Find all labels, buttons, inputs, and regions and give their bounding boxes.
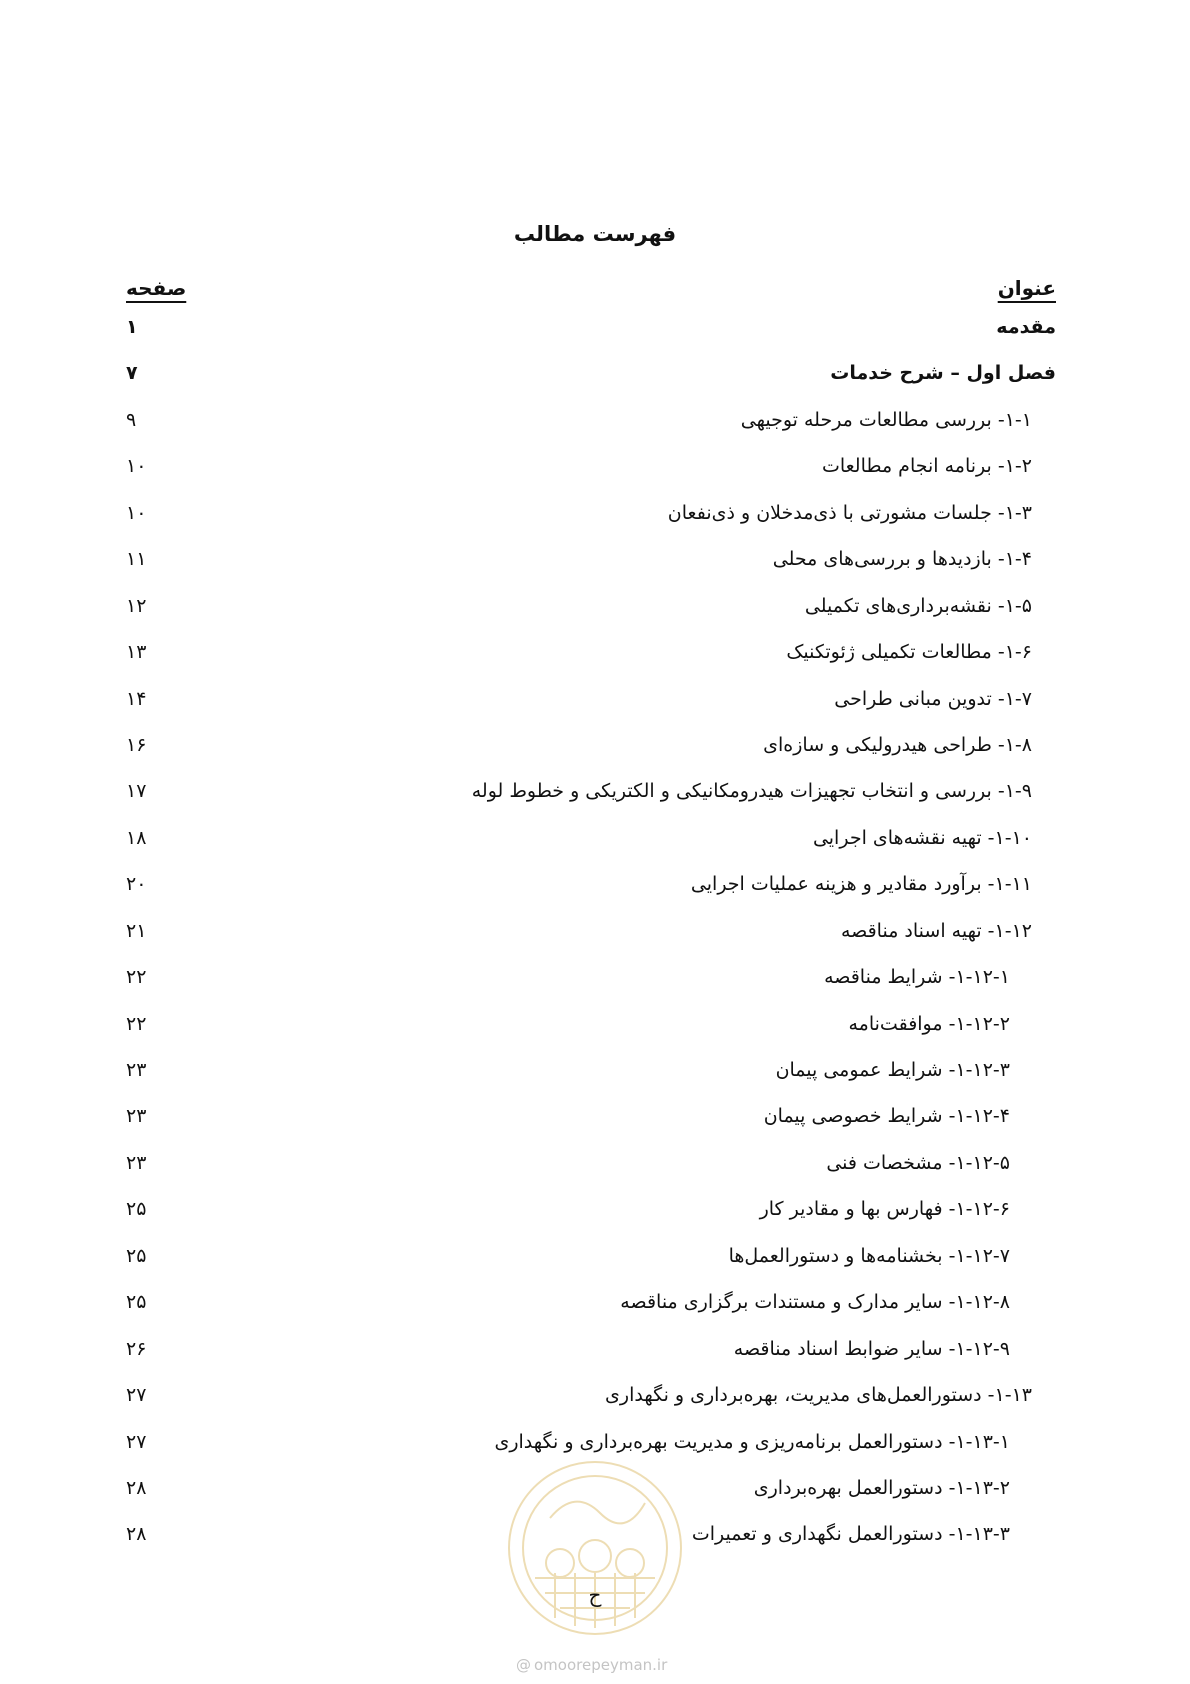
toc-entry-page: ۲۷ — [126, 1384, 147, 1407]
toc-entry-title: ۱-۱۲-۸- سایر مدارک و مستندات برگزاری مناقصه — [620, 1291, 1010, 1314]
toc-entry-title: ۱-۱۲-۲- موافقت‌نامه — [848, 1012, 1010, 1035]
toc-entry — [0, 1239, 1190, 1285]
toc-entry — [0, 542, 1190, 588]
toc-entry-page: ۱۳ — [126, 641, 147, 664]
toc-entry-page: ۱۲ — [126, 594, 147, 617]
toc-entry — [0, 1099, 1190, 1145]
column-header-page: صفحه — [126, 276, 187, 300]
toc-entry-page: ۷ — [126, 362, 138, 385]
toc-entry-page: ۲۸ — [126, 1523, 147, 1546]
toc-entry-title: ۱-۱۰- تهیه نقشه‌های اجرایی — [812, 826, 1032, 849]
toc-entry-page: ۲۶ — [126, 1337, 147, 1360]
toc-entry-title: ۱-۸- طراحی هیدرولیکی و سازه‌ای — [763, 733, 1032, 756]
toc-entry-title: ۱-۱۳-۲- دستورالعمل بهره‌برداری — [753, 1476, 1010, 1499]
toc-title: فهرست مطالب — [513, 222, 677, 246]
toc-entry — [0, 867, 1190, 913]
toc-entry — [0, 496, 1190, 542]
toc-entry — [0, 821, 1190, 867]
toc-entry — [0, 960, 1190, 1006]
toc-entry-page: ۲۱ — [126, 919, 147, 942]
toc-entry-page: ۲۳ — [126, 1151, 147, 1174]
page-number: ح — [588, 1583, 602, 1607]
toc-entry-page: ۱۴ — [126, 687, 147, 710]
watermark-seal-logo — [505, 1458, 685, 1638]
toc-entry-page: ۲۲ — [126, 966, 147, 989]
toc-entry-title: ۱-۱۲-۴- شرایط خصوصی پیمان — [763, 1105, 1010, 1128]
toc-entry-page: ۱۸ — [126, 826, 147, 849]
toc-entry — [0, 1332, 1190, 1378]
watermark-site-text: omoorepeyman.ir — [534, 1656, 668, 1674]
toc-entry-title: ۱-۹- بررسی و انتخاب تجهیزات هیدرومکانیکی و الکتریکی و خطوط لوله — [471, 780, 1032, 803]
toc-entry-page: ۲۳ — [126, 1105, 147, 1128]
toc-entry — [0, 1007, 1190, 1053]
toc-entry — [0, 449, 1190, 495]
column-header-title: عنوان — [997, 276, 1056, 300]
toc-entry — [0, 310, 1190, 356]
toc-entry-page: ۱ — [126, 316, 138, 338]
toc-entry — [0, 774, 1190, 820]
toc-entry — [0, 1378, 1190, 1424]
toc-entry-page: ۱۰ — [126, 501, 147, 524]
toc-entry-title: ۱-۵- نقشه‌برداری‌های تکمیلی — [804, 594, 1032, 617]
toc-entry-page: ۲۵ — [126, 1291, 147, 1314]
toc-entry-title: ۱-۳- جلسات مشورتی با ذی‌مدخلان و ذی‌نفعان — [667, 501, 1032, 524]
toc-entry-title: ۱-۱۲- تهیه اسناد مناقصه — [840, 919, 1032, 942]
toc-entry-page: ۲۸ — [126, 1476, 147, 1499]
toc-entry — [0, 1285, 1190, 1331]
toc-entry — [0, 403, 1190, 449]
toc-entry-title: ۱-۱۳-۳- دستورالعمل نگهداری و تعمیرات — [691, 1523, 1010, 1546]
toc-entry — [0, 682, 1190, 728]
toc-entry-page: ۲۰ — [126, 873, 147, 896]
toc-entry-title: ۱-۱۲-۷- بخشنامه‌ها و دستورالعمل‌ها — [728, 1244, 1010, 1267]
toc-entry-page: ۱۷ — [126, 780, 147, 803]
toc-entry-title: ۱-۱۳- دستورالعمل‌های مدیریت، بهره‌برداری و نگهداری — [605, 1384, 1032, 1407]
toc-entry-page: ۲۳ — [126, 1059, 147, 1081]
toc-entry-page: ۲۵ — [126, 1198, 147, 1221]
toc-entry-page: ۱۶ — [126, 733, 147, 756]
toc-entry-page: ۲۵ — [126, 1244, 147, 1267]
toc-entry — [0, 635, 1190, 681]
toc-entry-title: ۱-۱- بررسی مطالعات مرحله توجیهی — [740, 408, 1032, 431]
toc-entry-page: ۹ — [126, 408, 137, 431]
toc-entry-title: ۱-۷- تدوین مبانی طراحی — [834, 687, 1032, 710]
toc-entry-title: مقدمه — [996, 316, 1056, 338]
toc-entry-page: ۱۰ — [126, 455, 147, 478]
toc-entry-title: ۱-۱۲-۶- فهارس بها و مقادیر کار — [759, 1198, 1010, 1221]
watermark-url — [516, 1656, 667, 1674]
toc-entry-page: ۲۷ — [126, 1430, 147, 1453]
toc-entry-page: ۱۱ — [126, 548, 147, 571]
toc-entry — [0, 1192, 1190, 1238]
toc-entry-title: ۱-۱۳-۱- دستورالعمل برنامه‌ریزی و مدیریت بهره‌برداری و نگهداری — [494, 1430, 1010, 1453]
at-icon: @ — [516, 1656, 531, 1674]
toc-entry-title: ۱-۶- مطالعات تکمیلی ژئوتکنیک — [786, 641, 1032, 664]
toc-entry — [0, 589, 1190, 635]
toc-entry — [0, 914, 1190, 960]
toc-entry — [0, 728, 1190, 774]
toc-entry-title: ۱-۱۱- برآورد مقادیر و هزینه عملیات اجرایی — [690, 873, 1032, 896]
toc-entry-title: ۱-۴- بازدیدها و بررسی‌های محلی — [772, 548, 1032, 571]
toc-entry-title: ۱-۱۲-۹- سایر ضوابط اسناد مناقصه — [733, 1337, 1010, 1360]
toc-entry-page: ۲۲ — [126, 1012, 147, 1035]
toc-list — [0, 310, 1190, 1564]
toc-entry-title: ۱-۱۲-۵- مشخصات فنی — [826, 1151, 1010, 1174]
toc-entry — [0, 1053, 1190, 1099]
toc-entry-title: ۱-۱۲-۳- شرایط عمومی پیمان — [775, 1059, 1010, 1081]
toc-entry-title: فصل اول – شرح خدمات — [830, 362, 1056, 385]
toc-entry — [0, 1146, 1190, 1192]
toc-entry-title: ۱-۲- برنامه انجام مطالعات — [821, 455, 1032, 478]
toc-entry — [0, 356, 1190, 402]
toc-entry-title: ۱-۱۲-۱- شرایط مناقصه — [824, 966, 1010, 989]
